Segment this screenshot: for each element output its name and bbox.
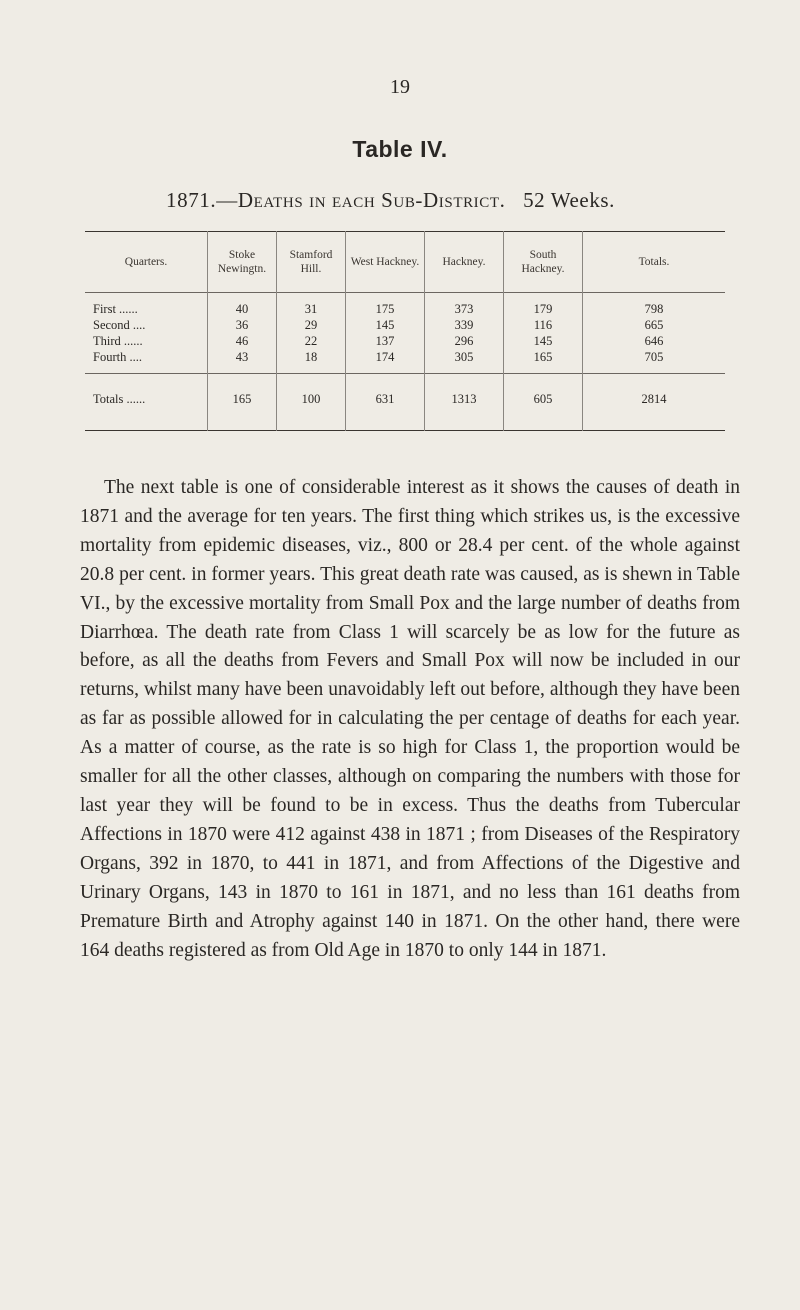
table-cell: 174 [346, 349, 425, 374]
subtitle-year: 1871.— [166, 188, 238, 212]
total-cell: 2814 [583, 374, 726, 431]
subtitle-caption: Deaths in each Sub-District. [237, 188, 506, 212]
total-cell: 165 [208, 374, 277, 431]
table-row [85, 293, 725, 318]
table-cell: 31 [277, 293, 346, 318]
table-cell: 36 [208, 317, 277, 333]
totals-row [85, 374, 725, 431]
table-cell: 165 [504, 349, 583, 374]
table-cell: 46 [208, 333, 277, 349]
column-header: Stamford Hill. [277, 232, 346, 293]
table-cell: 145 [504, 333, 583, 349]
table-cell: 22 [277, 333, 346, 349]
row-label: Totals ...... [93, 391, 146, 406]
total-cell: 100 [277, 374, 346, 431]
column-header: Stoke Newingtn. [208, 232, 277, 293]
table-cell: 339 [425, 317, 504, 333]
table-cell: 665 [583, 317, 726, 333]
column-header: South Hackney. [504, 232, 583, 293]
total-cell: 631 [346, 374, 425, 431]
table-cell: 179 [504, 293, 583, 318]
table-cell: 18 [277, 349, 346, 374]
total-cell: 1313 [425, 374, 504, 431]
table-cell: 705 [583, 349, 726, 374]
table-row [85, 349, 725, 374]
table-cell: 40 [208, 293, 277, 318]
column-header: Hackney. [425, 232, 504, 293]
table-row [85, 317, 725, 333]
table-cell: 29 [277, 317, 346, 333]
table-cell: 145 [346, 317, 425, 333]
column-header: Quarters. [124, 256, 168, 268]
row-label: Fourth .... [93, 349, 142, 364]
total-cell: 605 [504, 374, 583, 431]
table-row [85, 333, 725, 349]
column-header: West Hackney. [346, 232, 425, 293]
table-cell: 43 [208, 349, 277, 374]
table-cell: 296 [425, 333, 504, 349]
row-label: Second .... [93, 317, 146, 332]
table-cell: 305 [425, 349, 504, 374]
table-cell: 116 [504, 317, 583, 333]
table-cell: 646 [583, 333, 726, 349]
table-cell: 798 [583, 293, 726, 318]
row-label: Third ...... [93, 333, 143, 348]
table-title: Table IV. [352, 136, 448, 162]
table-subtitle [166, 188, 726, 213]
table-cell: 373 [425, 293, 504, 318]
subtitle-period: 52 Weeks. [523, 188, 616, 212]
body-paragraph: The next table is one of considerable interest as it shows the causes of death in 1871 and the average for ten years. The first thing which strikes us, is the excessive mortality from epidemic diseases, viz., 800 or 28.4 per cent. of the whole against 20.8 per cent. in former years. This great death rate was caused, as is shewn in Table VI., by the excessive mortality from Small Pox and the large number of deaths from Diarrhœa. The death rate from Class 1 will scarcely be as low for the future as before, as all the deaths from Fevers and Small Pox will now be included in our returns, whilst many have been unavoidably left out before, although they have been as far as possible allowed for in calculating the per centage of deaths for each year. As a matter of course, as the rate is so high for Class 1, the proportion would be smaller for all the other classes, although on comparing the numbers with those for last year they will be found to be in excess. Thus the deaths from Tubercular Affections in 1870 were 412 against 438 in 1871 ; from Diseases of the Respiratory Organs, 392 in 1870, to 441 in 1871, and from Affections of the Digestive and Urinary Organs, 143 in 1870 to 161 in 1871, and no less than 161 deaths from Premature Birth and Atrophy against 140 in 1871. On the other hand, there were 164 deaths registered as from Old Age in 1870 to only 144 in 1871. [80, 477, 740, 961]
page-number: 19 [390, 76, 410, 98]
table-header-row [85, 232, 725, 293]
row-label: First ...... [93, 301, 138, 316]
table-cell: 175 [346, 293, 425, 318]
column-header: Totals. [583, 232, 726, 293]
table-cell: 137 [346, 333, 425, 349]
deaths-table [85, 231, 725, 431]
